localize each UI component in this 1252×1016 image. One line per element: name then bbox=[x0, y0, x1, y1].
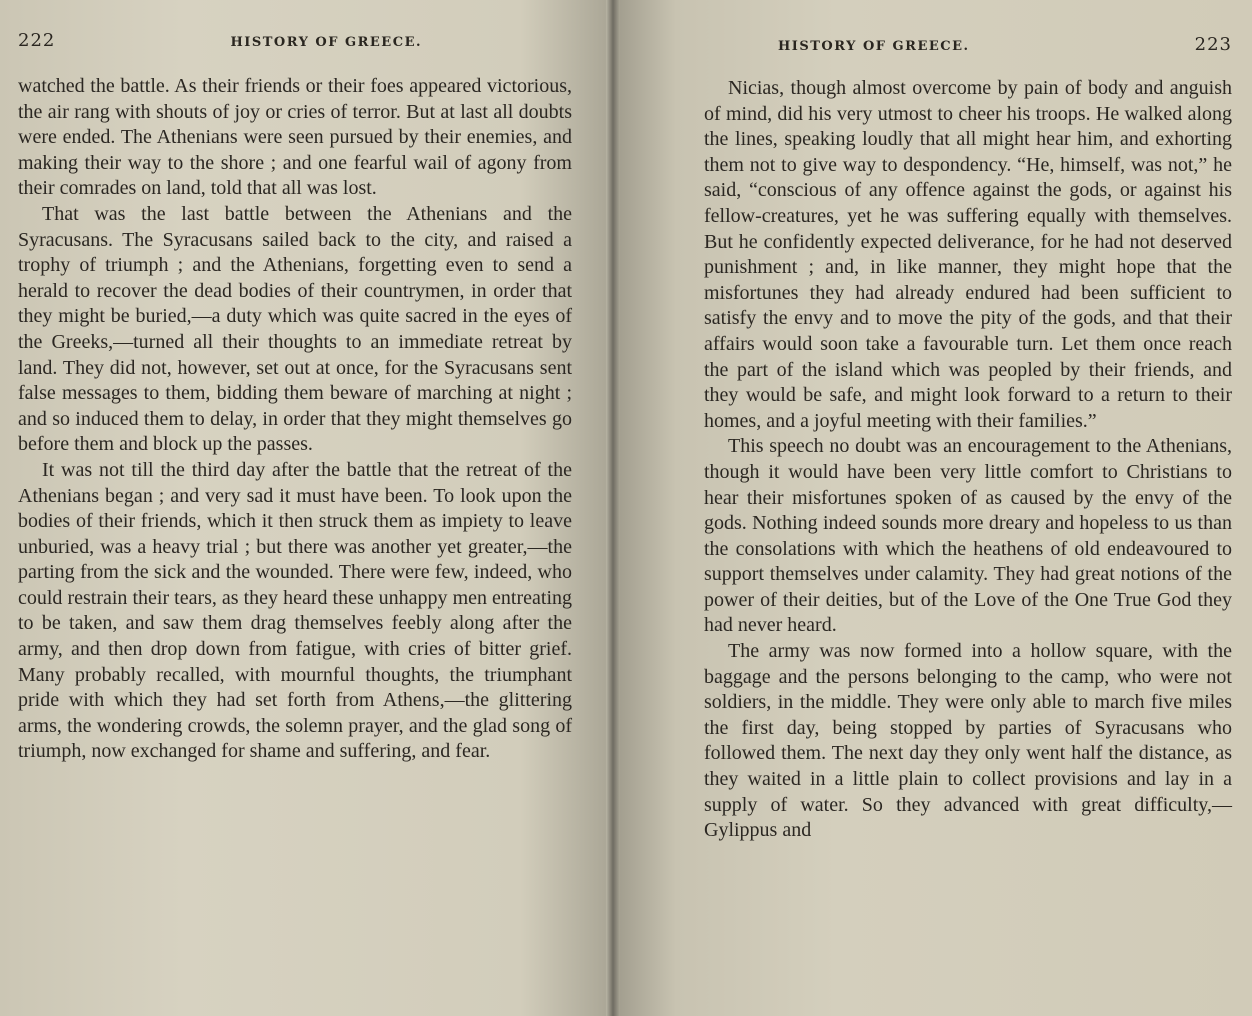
right-page-number: 223 bbox=[1194, 34, 1232, 55]
left-page-number: 222 bbox=[18, 30, 56, 51]
right-page bbox=[612, 0, 1252, 1016]
book-gutter bbox=[606, 0, 620, 1016]
right-paragraph-2: This speech no doubt was an encouragement to the Athenians, though it would have been very little comfort to Christians to hear their misfortunes spoken of as caused by the envy of the gods. Nothing indeed sounds more dreary and hopeless to us than the consolations with which the heathens of old endeavoured to support themselves under calamity. They had great notions of the power of their deities, but of the Love of the One True God they had never heard. bbox=[704, 435, 1232, 637]
left-running-head bbox=[18, 30, 572, 60]
left-paragraph-2: That was the last battle between the Athenians and the Syracusans. The Syracusans sailed back to the city, and raised a trophy of triumph ; and the Athenians, forgetting even to send a herald to recover the dead bodies of their countrymen, in order that they might be buried,—a duty which was quite sacred in the eyes of the Greeks,—turned all their thoughts to an immediate retreat by land. They did not, however, set out at once, for the Syracusans sent false messages to them, bidding them beware of marching at night ; and so induced them to delay, in order that they might themselves go before them and block up the passes. bbox=[18, 202, 572, 456]
right-running-head bbox=[704, 34, 1232, 64]
right-running-title: HISTORY OF GREECE. bbox=[778, 39, 970, 54]
left-running-title: HISTORY OF GREECE. bbox=[230, 35, 422, 50]
left-page bbox=[0, 0, 612, 1016]
right-paragraph-3: The army was now formed into a hollow square, with the baggage and the persons belonging to the camp, who were not soldiers, in the middle. They were only able to march five miles the first day, being stopped by parties of Syracusans who followed them. The next day they only went half the distance, as they waited in a little plain to collect provisions and lay in a supply of water. So they advanced with great difficulty,—Gylippus and bbox=[704, 640, 1232, 842]
right-page-text bbox=[704, 76, 1232, 844]
left-paragraph-3: It was not till the third day after the battle that the retreat of the Athenians began ; and very sad it must have been. To look upon the bodies of their friends, which it then struck them as impiety to leave unburied, was a heavy trial ; but there was another yet greater,—the parting from the sick and the wounded. There were few, indeed, who could restrain their tears, as they heard these unhappy men entreating to be taken, and saw them drag themselves feebly along after the army, and then drop down from fatigue, with cries of bitter grief. Many probably recalled, with mournful thoughts, the triumphant pride with which they had set forth from Athens,—the glittering arms, the wondering crowds, the solemn prayer, and the glad song of triumph, now exchanged for shame and suffering, and fear. bbox=[18, 458, 572, 763]
left-page-text bbox=[18, 74, 572, 765]
right-paragraph-1: Nicias, though almost overcome by pain of body and anguish of mind, did his very utmost to cheer his troops. He walked along the lines, speaking loudly that all might hear him, and exhorting them not to give way to despondency. “He, himself, was not,” he said, “conscious of any offence against the gods, or against his fellow-creatures, yet he was suffering equally with themselves. But he confidently expected deliverance, for he had not deserved punishment ; and, in like manner, they might hope that the misfortunes they had already endured had been sufficient to satisfy the envy and to move the pity of the gods, and that their affairs would soon take a favourable turn. Let them once reach the part of the island which was peopled by their friends, and they would be safe, and might look forward to a return to their homes, and a joyful meeting with their families.” bbox=[704, 77, 1232, 432]
left-paragraph-1: watched the battle. As their friends or their foes appeared victorious, the air rang with shouts of joy or cries of terror. But at last all doubts were ended. The Athenians were seen pursued by their enemies, and making their way to the shore ; and one fearful wail of agony from their comrades on land, told that all was lost. bbox=[18, 75, 572, 200]
